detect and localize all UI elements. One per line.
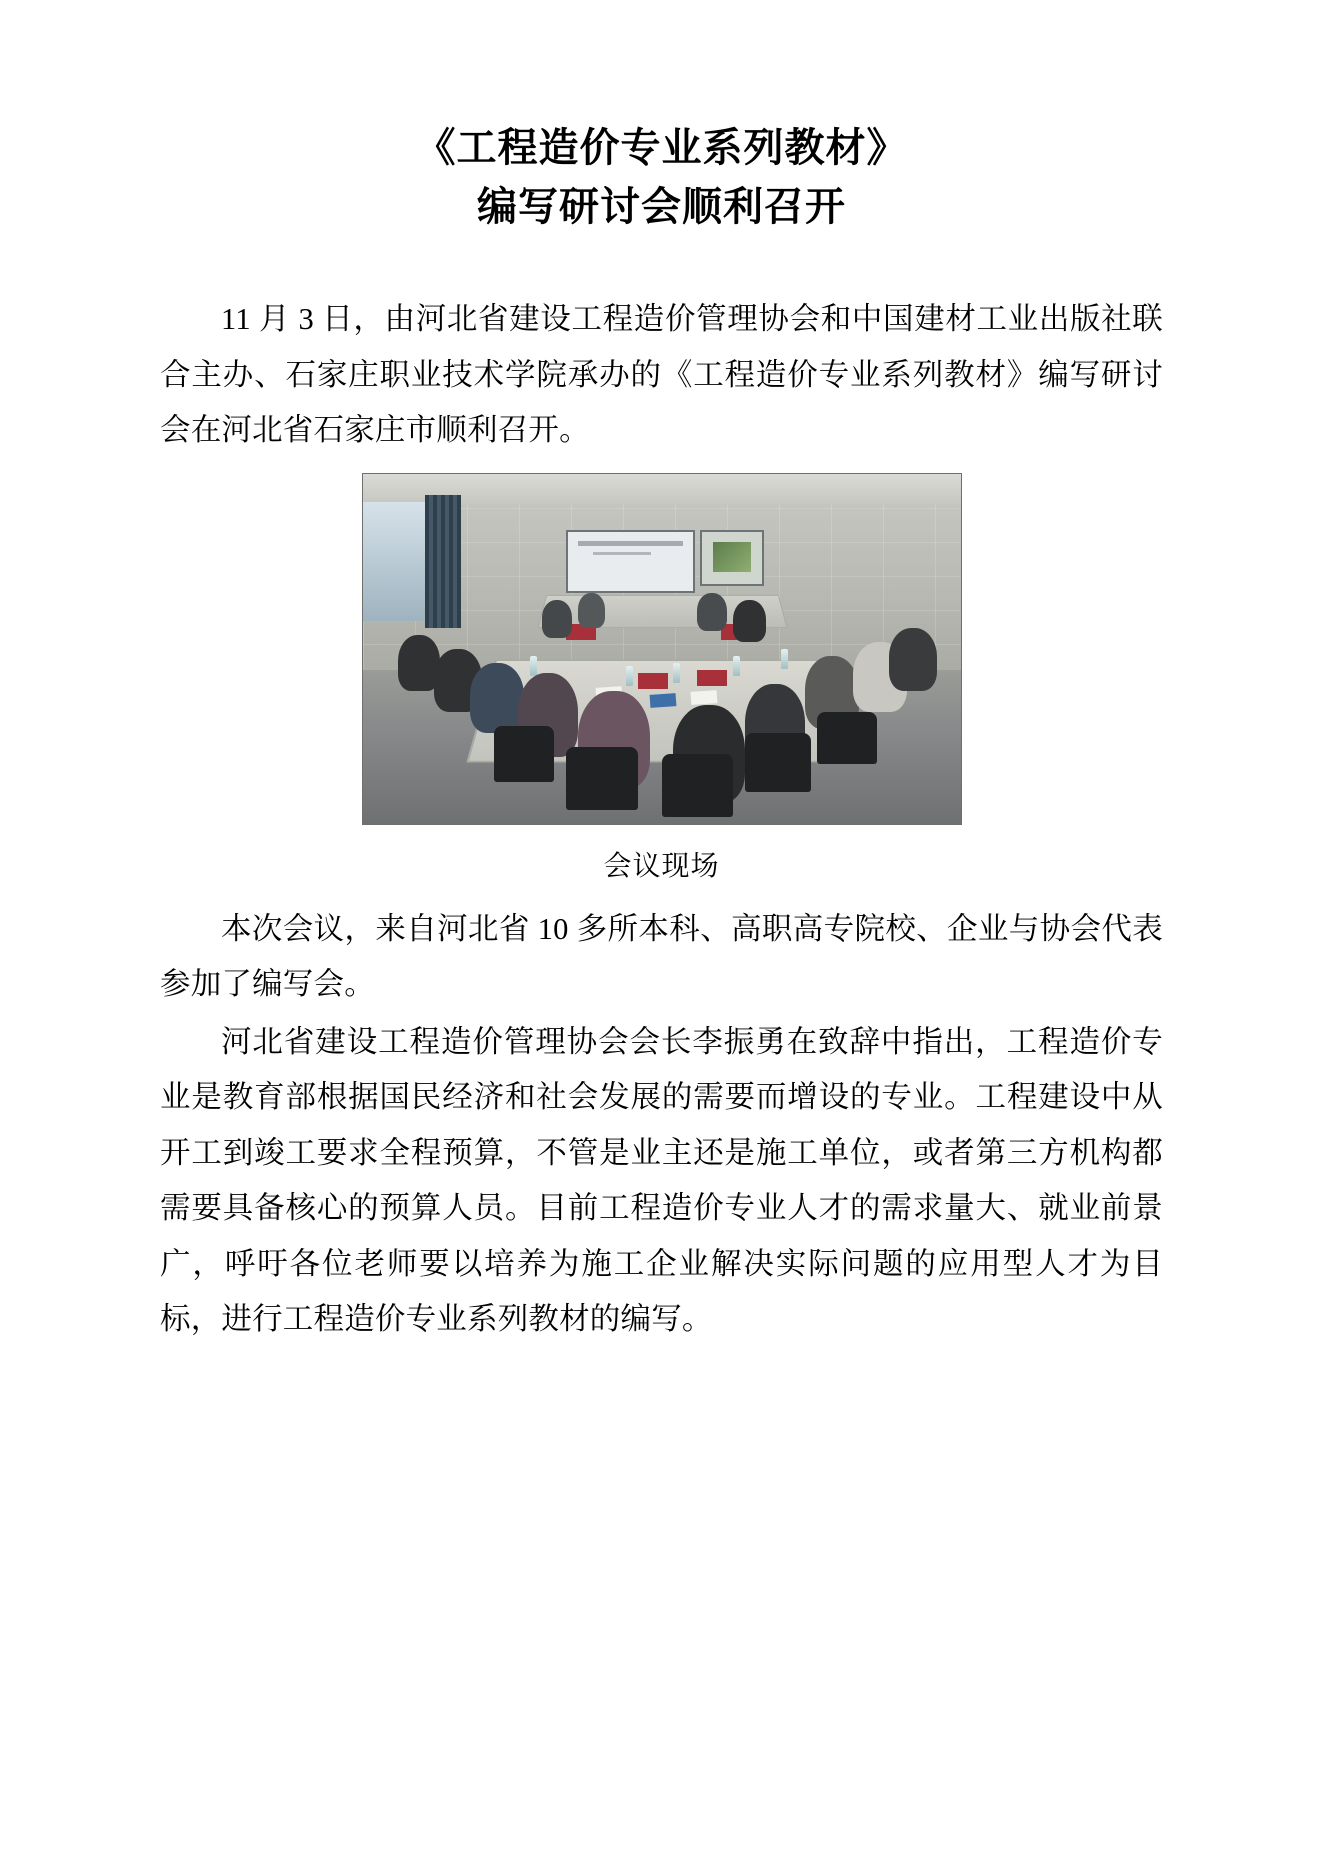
photo-screen-text-line-2: [593, 552, 651, 556]
photo-papers: [649, 693, 676, 708]
title-line-2: 编写研讨会顺利召开: [477, 184, 846, 230]
photo-side-display: [700, 530, 764, 587]
figure-caption: 会议现场: [603, 850, 720, 882]
photo-projection-screen: [566, 530, 696, 594]
document-body: [160, 292, 1163, 1348]
photo-attendee: [697, 593, 727, 632]
photo-attendee: [578, 593, 605, 628]
photo-papers: [691, 690, 718, 705]
photo-name-card: [638, 673, 668, 689]
figure-meeting: [160, 473, 1163, 884]
photo-window: [363, 502, 432, 621]
photo-screen-text-line: [578, 541, 683, 546]
photo-curtain: [425, 495, 461, 628]
photo-side-display-image: [713, 542, 751, 571]
photo-bottle: [626, 666, 633, 686]
page-title: [160, 118, 1163, 236]
title-line-1: 《工程造价专业系列教材》: [415, 125, 908, 170]
photo-chair: [662, 754, 734, 817]
photo-chair: [745, 733, 811, 793]
photo-chair: [566, 747, 638, 810]
photo-attendee: [470, 663, 524, 733]
photo-bottle: [673, 663, 680, 683]
paragraph-2: 本次会议，来自河北省 10 多所本科、高职高专院校、企业与协会代表参加了编写会。: [160, 911, 1163, 1002]
meeting-room-photo: [362, 473, 962, 825]
photo-bottle: [530, 656, 537, 676]
photo-chair: [817, 712, 877, 765]
photo-attendee: [542, 600, 572, 639]
photo-bottle: [733, 656, 740, 676]
paragraph-3: 河北省建设工程造价管理协会会长李振勇在致辞中指出，工程造价专业是教育部根据国民经济和社会发展的需要而增设的专业。工程建设中从开工到竣工要求全程预算，不管是业主还是施工单位，或者第三方机构都需要具备核心的预算人员。目前工程造价专业人才的需求量大、就业前景广，呼吁各位老师要以培养为施工企业解决实际问题的应用型人才为目标，进行工程造价专业系列教材的编写。: [160, 1024, 1163, 1337]
photo-chair: [494, 726, 554, 782]
photo-name-card: [697, 670, 727, 686]
photo-attendee: [889, 628, 937, 691]
paragraph-1: 11 月 3 日，由河北省建设工程造价管理协会和中国建材工业出版社联合主办、石家庄职业技术学院承办的《工程造价专业系列教材》编写研讨会在河北省石家庄市顺利召开。: [160, 302, 1163, 448]
photo-bottle: [781, 649, 788, 669]
photo-attendee: [733, 600, 766, 642]
